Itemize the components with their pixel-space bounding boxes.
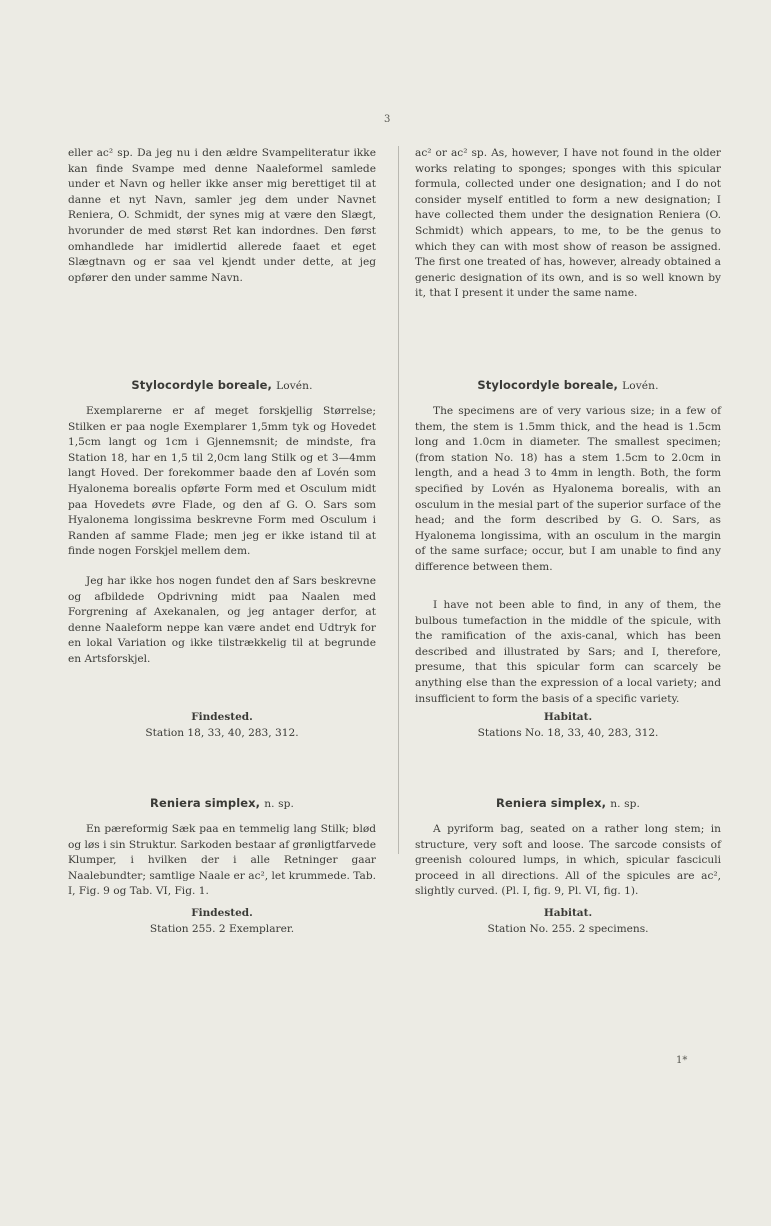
- left-reniera-paragraph: En pæreformig Sæk paa en temmelig lang Stilk; blød og løs i sin Struktur. Sarkoden bestaar af grønligtfarvede Klumper, i hvilken der i alle Retninger gaar Naalebundter; samtlige Naale er ac², let krummede. Tab. I, Fig. 9 og Tab. VI, Fig. 1.: [68, 823, 376, 898]
- left-reniera-title: [68, 796, 376, 813]
- right-reniera-author: n. sp.: [610, 798, 640, 810]
- right-stylocordyle-paragraph-2: I have not been able to find, in any of them, the bulbous tumefaction in the middle of the spicule, with the ramification of the axis-canal, which has been described and illustrated by Sars; and I, therefore, presume, that this spicular form can scarcely be anything else than the expression of a local variety; and insufficient to form the basis of a specific variety.: [415, 599, 721, 705]
- left-reniera-findested-heading: Findested.: [191, 907, 253, 919]
- left-stylocordyle-author: Lovén.: [276, 380, 313, 392]
- right-stylocordyle-title: [415, 378, 721, 395]
- left-findested-stations: Station 18, 33, 40, 283, 312.: [145, 727, 299, 739]
- right-habitat-heading: Habitat.: [543, 711, 593, 723]
- right-habitat-stations: Stations No. 18, 33, 40, 283, 312.: [477, 727, 659, 739]
- right-stylocordyle-name: Stylocordyle boreale,: [477, 378, 618, 392]
- signature-mark: 1*: [676, 1055, 688, 1066]
- right-reniera-habitat-heading: Habitat.: [543, 907, 593, 919]
- right-stylocordyle-author: Lovén.: [622, 380, 659, 392]
- right-reniera-habitat-stations: Station No. 255. 2 specimens.: [487, 923, 649, 935]
- right-intro-paragraph: ac² or ac² sp. As, however, I have not found in the older works relating to sponges; sponges with this spicular formula, collected under one designation; and I do not consider myself entitled to form a new designation; I have collected them under the designation Reniera (O. Schmidt) which appears, to me, to be the genus to which they can with most show of reason be assigned. The first one treated of has, however, already obtained a generic designation of its own, and is so well known by it, that I present it under the same name.: [415, 147, 721, 300]
- left-reniera-author: n. sp.: [264, 798, 294, 810]
- page-number: 3: [384, 114, 391, 125]
- left-findested-heading: Findested.: [191, 711, 253, 723]
- left-stylocordyle-paragraph-1: Exemplarerne er af meget forskjellig Størrelse; Stilken er paa nogle Exemplarer 1,5mm tyk og Hovedet 1,5cm langt og 1cm i Gjennemsnit; de mindste, fra Station 18, har en 1,5 til 2,0cm lang Stilk og et 3—4mm langt Hoved. Der forekommer baade den af Lovén som Hyalonema borealis opførte Form med et Osculum midt paa Hovedets øvre Flade, og den af G. O. Sars som Hyalonema longissima beskrevne Form med Osculum i Randen af samme Flade; men jeg er ikke istand til at finde nogen Forskjel mellem dem.: [68, 405, 376, 558]
- right-reniera-name: Reniera simplex,: [495, 796, 607, 810]
- left-stylocordyle-paragraph-2: Jeg har ikke hos nogen fundet den af Sars beskrevne og afbildede Opdrivning midt paa Naalen med Forgrening af Axekanalen, og jeg antager derfor, at denne Naaleform neppe kan være andet end Udtryk for en lokal Variation og ikke tilstrækkelig til at begrunde en Artsforskjel.: [68, 575, 376, 665]
- left-reniera-findested-stations: Station 255. 2 Exemplarer.: [149, 923, 295, 935]
- right-reniera-paragraph: A pyriform bag, seated on a rather long stem; in structure, very soft and loose. The sarcode consists of greenish coloured lumps, in which, spicular fasciculi proceed in all directions. All of the spicules are ac², slightly curved. (Pl. I, fig. 9, Pl. VI, fig. 1).: [415, 823, 721, 898]
- right-reniera-title: [415, 796, 721, 813]
- left-intro-paragraph: eller ac² sp. Da jeg nu i den ældre Svampeliteratur ikke kan finde Svampe med denne Naaleformel samlede under et Navn og heller ikke anser mig berettiget til at danne et nyt Navn, samler jeg dem under Navnet Reniera, O. Schmidt, der synes mig at være den Slægt, hvorunder de med størst Ret kan indordnes. Den først omhandlede har imidlertid allerede faaet et eget Slægtnavn og er saa vel kjendt under dette, at jeg opfører den under samme Navn.: [68, 147, 376, 284]
- left-stylocordyle-title: [68, 378, 376, 395]
- right-stylocordyle-paragraph-1: The specimens are of very various size; in a few of them, the stem is 1.5mm thick, and the head is 1.5cm long and 1.0cm in diameter. The smallest specimen; (from station No. 18) has a stem 1.5cm to 2.0cm in length, and a head 3 to 4mm in length. Both, the form specified by Lovén as Hyalonema borealis, with an osculum in the mesial part of the superior surface of the head; and the form described by G. O. Sars, as Hyalonema longissima, with an osculum in the margin of the same surface; occur, but I am unable to find any difference between them.: [415, 405, 721, 573]
- left-reniera-name: Reniera simplex,: [149, 796, 261, 810]
- left-stylocordyle-name: Stylocordyle boreale,: [131, 378, 272, 392]
- column-divider: [398, 146, 399, 854]
